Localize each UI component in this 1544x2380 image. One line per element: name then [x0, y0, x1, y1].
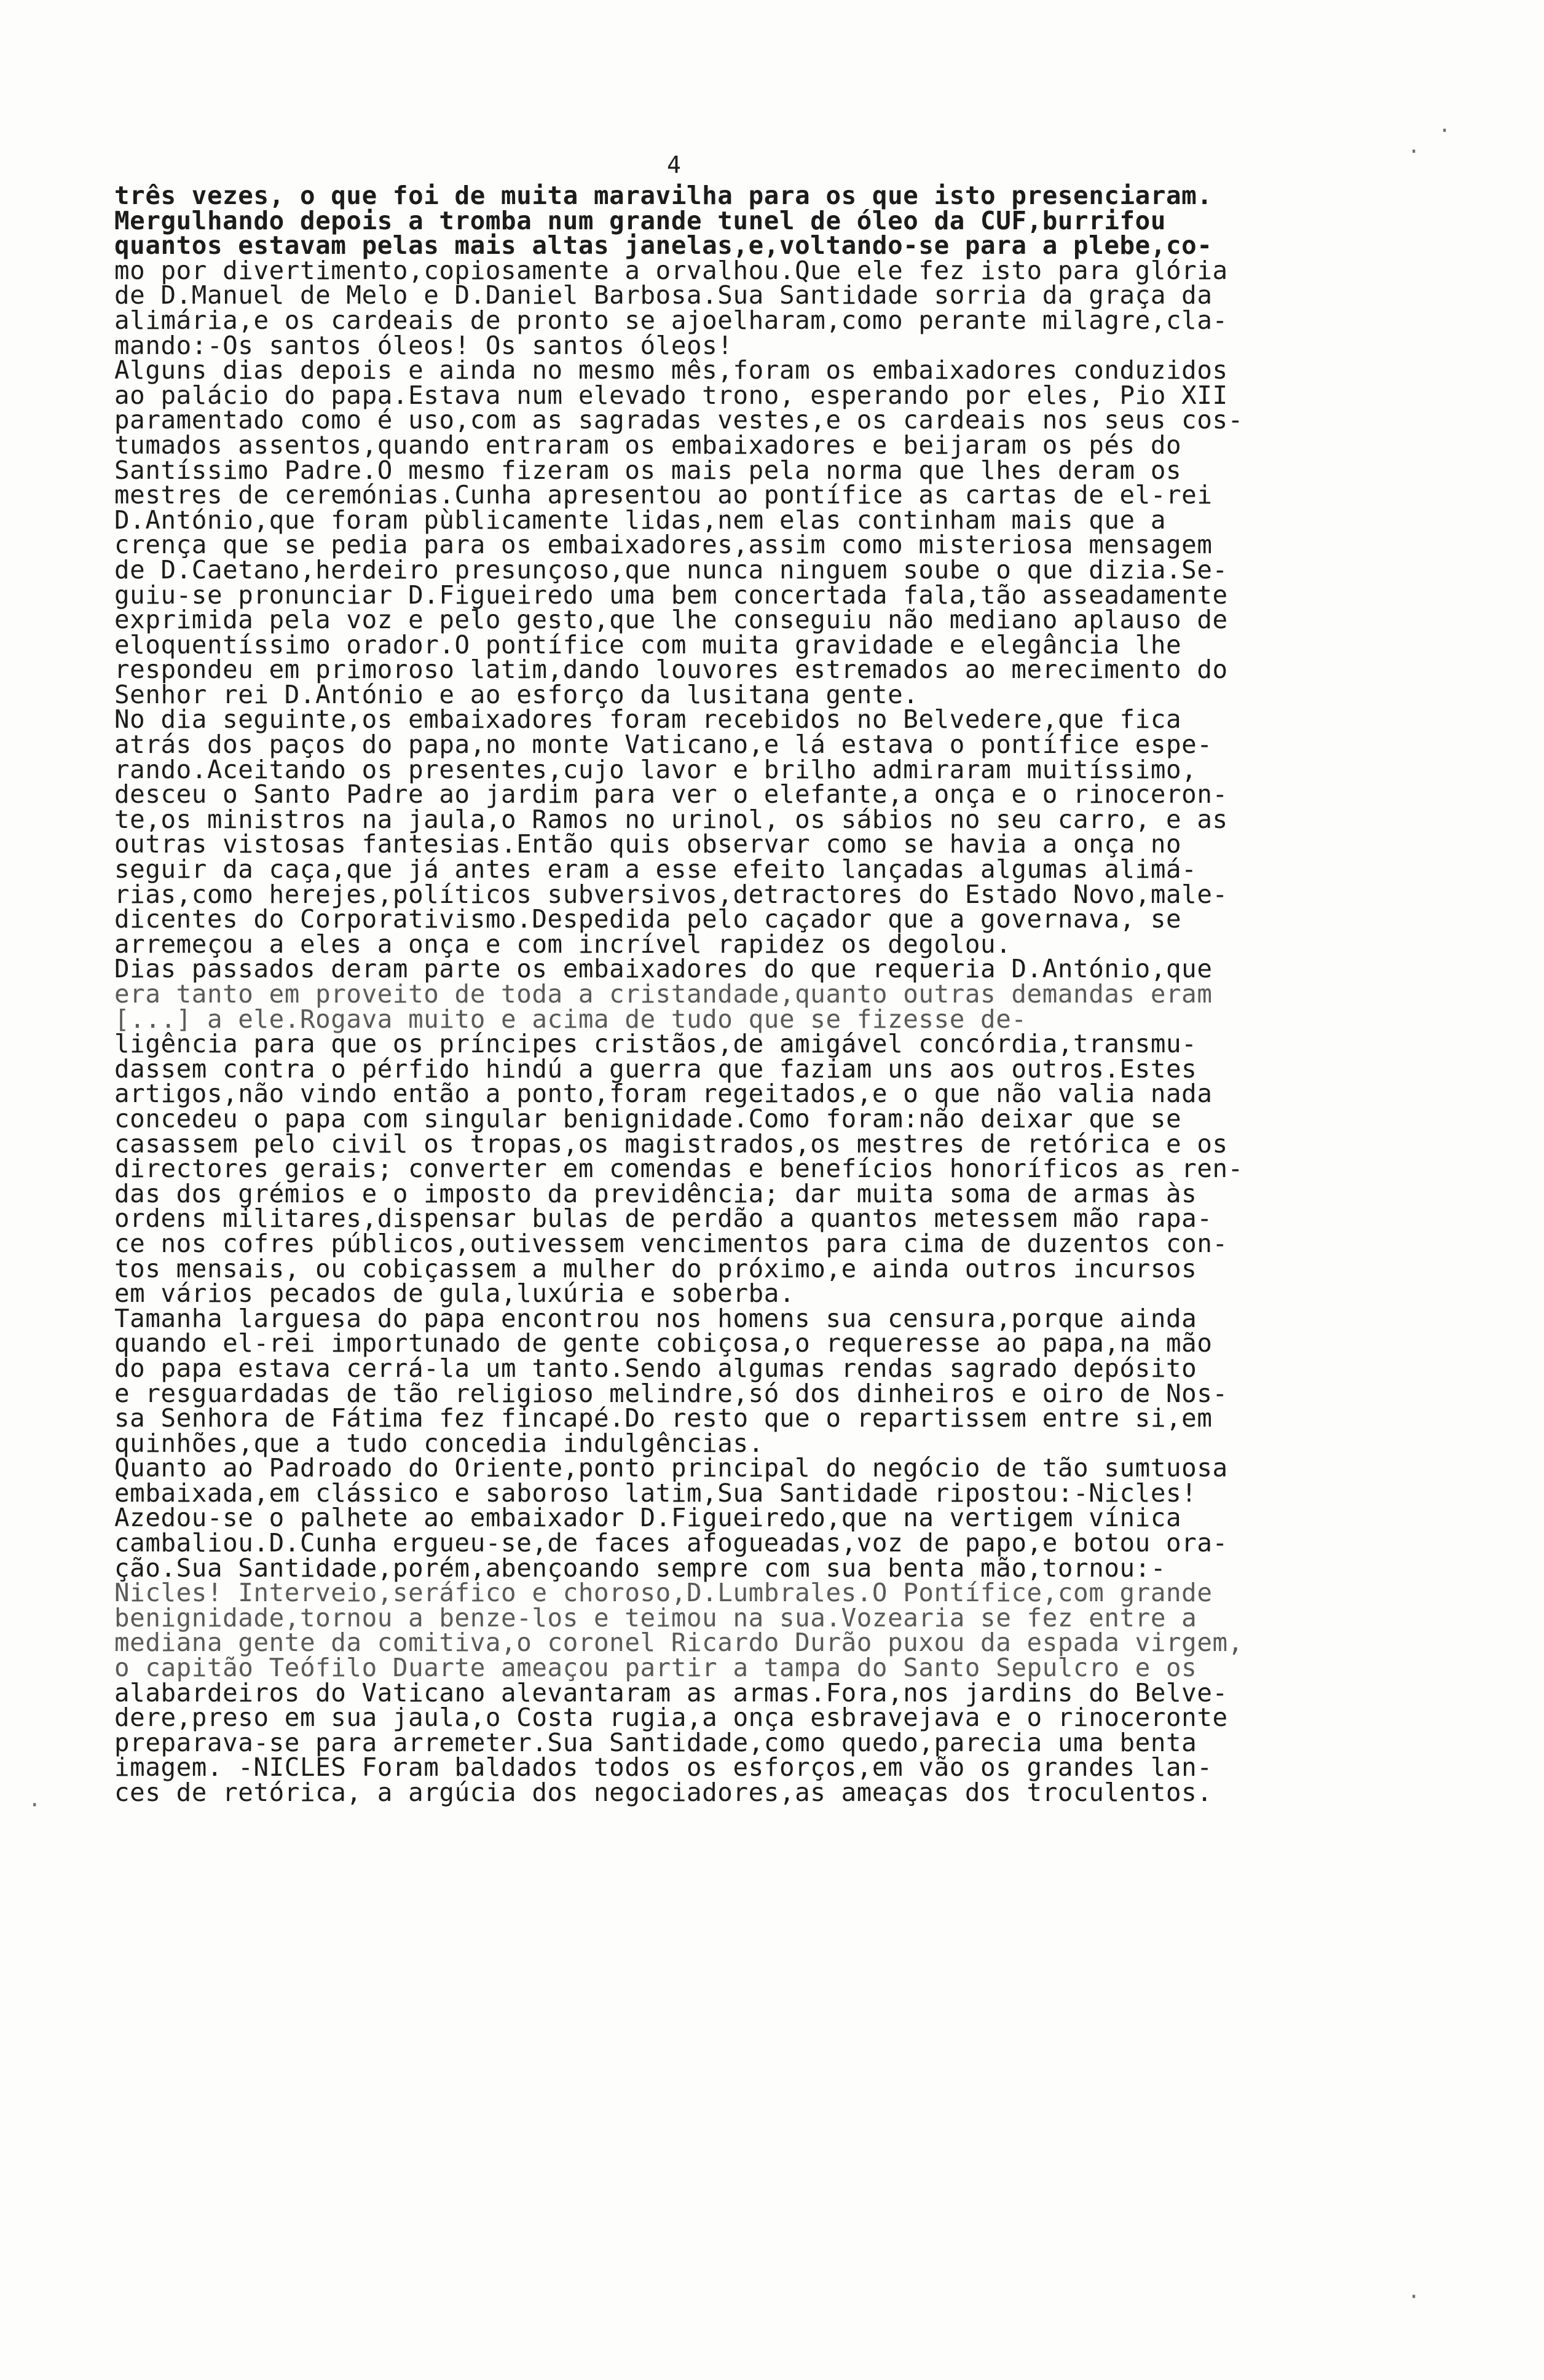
paper-speck: · [28, 1793, 41, 1818]
text-line: atrás dos paços do papa,no monte Vaticano,e lá estava o pontífice espe- [114, 730, 1213, 760]
text-line: arremeçou a eles a onça e com incrível rapidez os degolou. [114, 929, 1012, 959]
text-line: alabardeiros do Vaticano alevantaram as armas.Fora,nos jardins do Belve- [114, 1677, 1228, 1708]
text-line: cambaliou.D.Cunha ergueu-se,de faces afogueadas,voz de papo,e botou ora- [114, 1528, 1228, 1558]
text-line: ção.Sua Santidade,porém,abençoando sempre com sua benta mão,tornou:- [114, 1553, 1167, 1583]
text-line: imagem. -NICLES Foram baldados todos os esforços,em vão os grandes lan- [114, 1752, 1213, 1783]
text-line: seguir da caça,que já antes eram a esse efeito lançadas algumas alimá- [114, 854, 1197, 885]
text-line: alimária,e os cardeais de pronto se ajoelharam,como perante milagre,cla- [114, 305, 1228, 335]
text-line: preparava-se para arremeter.Sua Santidade,como quedo,parecia uma benta [114, 1727, 1197, 1757]
text-line: benignidade,tornou a benze-los e teimou na sua.Vozearia se fez entre a [114, 1602, 1197, 1633]
text-line: Dias passados deram parte os embaixadores do que requeria D.António,que [114, 954, 1213, 984]
text-line: eloquentíssimo orador.O pontífice com muita gravidade e elegância lhe [114, 629, 1182, 660]
text-line: ao palácio do papa.Estava num elevado trono, esperando por eles, Pio XII [114, 380, 1228, 410]
text-line: paramentado como é uso,com as sagradas vestes,e os cardeais nos seus cos- [114, 405, 1243, 435]
text-line: desceu o Santo Padre ao jardim para ver o elefante,a onça e o rinoceron- [114, 779, 1228, 810]
text-line: era tanto em proveito de toda a cristandade,quanto outras demandas eram [114, 979, 1213, 1009]
text-line: ordens militares,dispensar bulas de perdão a quantos metessem mão rapa- [114, 1204, 1213, 1234]
paper-speck: · [1438, 119, 1451, 143]
text-line: mando:-Os santos óleos! Os santos óleos! [114, 330, 733, 360]
text-line: sa Senhora de Fátima fez fincapé.Do resto que o repartissem entre si,em [114, 1403, 1213, 1433]
text-line: embaixada,em clássico e saboroso latim,Sua Santidade ripostou:-Nicles! [114, 1478, 1197, 1508]
page-number: 4 [667, 151, 681, 178]
text-line: Azedou-se o palhete ao embaixador D.Figueiredo,que na vertigem vínica [114, 1503, 1182, 1533]
text-line: Alguns dias depois e ainda no mesmo mês,foram os embaixadores conduzidos [114, 355, 1228, 385]
text-line: [...] a ele.Rogava muito e acima de tudo que se fizesse de- [114, 1004, 1027, 1034]
text-line: do papa estava cerrá-la um tanto.Sendo algumas rendas sagrado depósito [114, 1353, 1197, 1383]
text-line: das dos grémios e o imposto da previdência; dar muita soma de armas às [114, 1178, 1197, 1208]
text-line: respondeu em primoroso latim,dando louvores estremados ao merecimento do [114, 655, 1228, 685]
text-line: dere,preso em sua jaula,o Costa rugia,a onça esbravejava e o rinoceronte [114, 1703, 1228, 1733]
text-line: mo por divertimento,copiosamente a orvalhou.Que ele fez isto para glória [114, 255, 1228, 285]
text-line: quantos estavam pelas mais altas janelas,e,voltando-se para a plebe,co- [114, 231, 1213, 261]
text-line: exprimida pela voz e pelo gesto,que lhe conseguiu não mediano aplauso de [114, 605, 1228, 635]
text-line: e resguardadas de tão religioso melindre,só dos dinheiros e oiro de Nos- [114, 1378, 1228, 1408]
text-line: directores gerais; converter em comendas e benefícios honoríficos as ren- [114, 1154, 1243, 1184]
text-line: quinhões,que a tudo concedia indulgências. [114, 1428, 764, 1458]
text-line: dicentes do Corporativismo.Despedida pelo caçador que a governava, se [114, 904, 1182, 934]
text-line: o capitão Teófilo Duarte ameaçou partir a tampa do Santo Sepulcro e os [114, 1653, 1197, 1683]
text-line: mestres de ceremónias.Cunha apresentou ao pontífice as cartas de el-rei [114, 480, 1213, 510]
text-line: casassem pelo civil os tropas,os magistrados,os mestres de retórica e os [114, 1129, 1228, 1159]
text-line: três vezes, o que foi de muita maravilha para os que isto presenciaram. [114, 181, 1213, 210]
text-line: Senhor rei D.António e ao esforço da lusitana gente. [114, 679, 919, 709]
text-line: outras vistosas fantesias.Então quis observar como se havia a onça no [114, 829, 1182, 859]
text-line: D.António,que foram pùblicamente lidas,nem elas continham mais que a [114, 505, 1167, 535]
text-line: de D.Caetano,herdeiro presunçoso,que nunca ninguem soube o que dizia.Se- [114, 554, 1228, 585]
text-line: em vários pecados de gula,luxúria e soberba. [114, 1279, 795, 1309]
text-line: te,os ministros na jaula,o Ramos no urinol, os sábios no seu carro, e as [114, 804, 1228, 834]
text-line: Mergulhando depois a tromba num grande tunel de óleo da CUF,burrifou [114, 205, 1167, 235]
text-line: tumados assentos,quando entraram os embaixadores e beijaram os pés do [114, 430, 1182, 460]
text-line: rando.Aceitando os presentes,cujo lavor e brilho admiraram muitíssimo, [114, 754, 1197, 784]
text-line: crença que se pedia para os embaixadores,assim como misteriosa mensagem [114, 530, 1213, 560]
paper-speck: · [1408, 140, 1420, 164]
text-line: Santíssimo Padre.O mesmo fizeram os mais pela norma que lhes deram os [114, 455, 1182, 485]
text-line: ces de retórica, a argúcia dos negociadores,as ameaças dos troculentos. [114, 1778, 1213, 1807]
text-line: guiu-se pronunciar D.Figueiredo uma bem concertada fala,tão asseadamente [114, 580, 1228, 610]
text-line: concedeu o papa com singular benignidade.Como foram:não deixar que se [114, 1103, 1182, 1133]
text-line: ce nos cofres públicos,outivessem vencimentos para cima de duzentos con- [114, 1228, 1228, 1258]
text-line: Quanto ao Padroado do Oriente,ponto principal do negócio de tão sumtuosa [114, 1453, 1228, 1483]
text-line: ligência para que os príncipes cristãos,de amigável concórdia,transmu- [114, 1029, 1197, 1059]
text-line: Nicles! Interveio,seráfico e choroso,D.Lumbrales.O Pontífice,com grande [114, 1578, 1213, 1608]
paper-speck: · [1408, 2285, 1420, 2309]
text-line: de D.Manuel de Melo e D.Daniel Barbosa.Sua Santidade sorria da graça da [114, 280, 1213, 310]
text-line: quando el-rei importunado de gente cobiçosa,o requeresse ao papa,na mão [114, 1328, 1213, 1358]
text-line: rias,como herejes,políticos subversivos,detractores do Estado Novo,male- [114, 879, 1228, 909]
text-line: tos mensais, ou cobiçassem a mulher do próximo,e ainda outros incursos [114, 1253, 1197, 1283]
text-line: mediana gente da comitiva,o coronel Ricardo Durão puxou da espada virgem, [114, 1628, 1243, 1658]
text-line: No dia seguinte,os embaixadores foram recebidos no Belvedere,que fica [114, 704, 1182, 735]
text-line: Tamanha larguesa do papa encontrou nos homens sua censura,porque ainda [114, 1303, 1197, 1333]
text-line: dassem contra o pérfido hindú a guerra que faziam uns aos outros.Estes [114, 1054, 1197, 1084]
typewritten-body-text [114, 183, 1485, 1805]
text-line: artigos,não vindo então a ponto,foram regeitados,e o que não valia nada [114, 1079, 1213, 1109]
